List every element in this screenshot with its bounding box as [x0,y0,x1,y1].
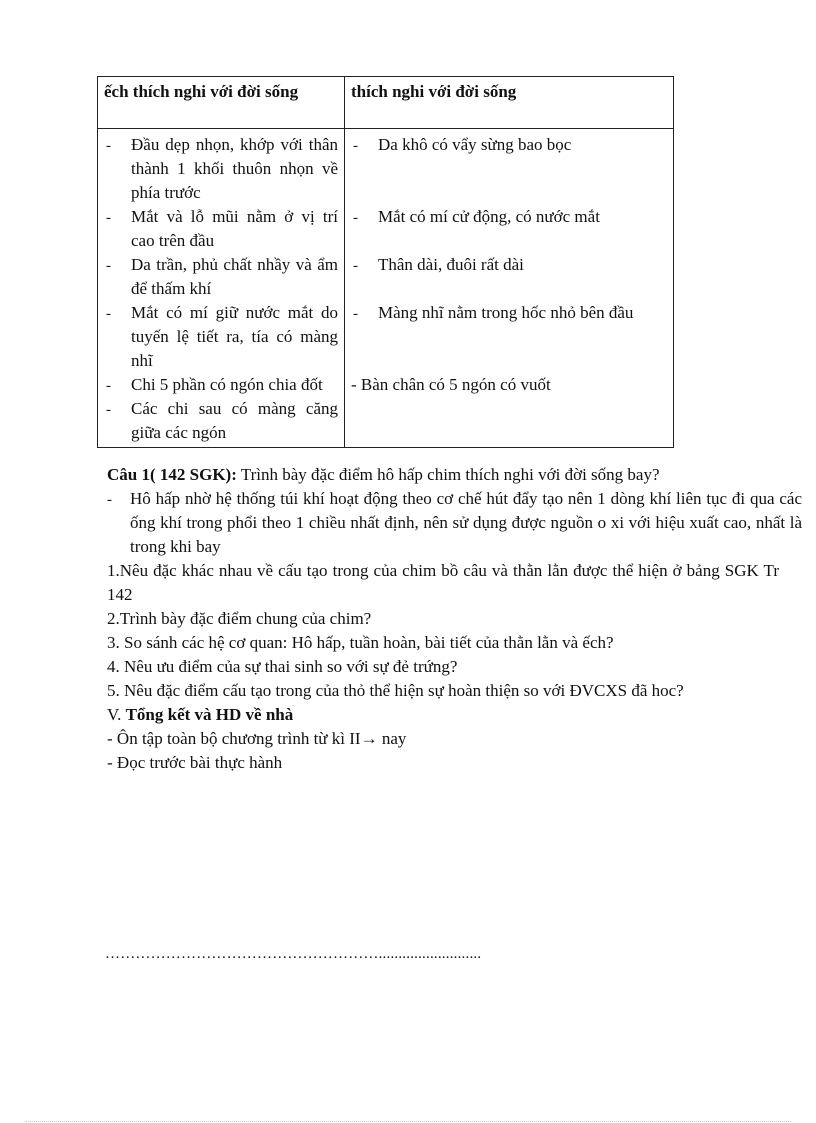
section-heading: V. Tổng kết và HD về nhà [107,705,294,724]
list-item: - Các chi sau có màng căng giữa các ngón [106,399,338,442]
question-1-text: Trình bày đặc điểm hô hấp chim thích nghi với đời sống bay? [236,465,660,484]
section-title: Tổng kết và HD về nhà [125,705,294,724]
homework-item: - Ôn tập toàn bộ chương trình từ kì II→ nay [107,729,407,748]
list-item: - Mắt có mí giữ nước mắt do tuyến lệ tiết ra, tía có màng nhĩ [106,303,338,370]
col2-cell [345,129,674,448]
list-item: - Mắt và lỗ mũi nằm ở vị trí cao trên đầu [106,207,338,250]
homework-item: - Đọc trước bài thực hành [107,753,283,772]
list-item: - Đầu dẹp nhọn, khớp với thân thành 1 khối thuôn nhọn về phía trước [106,135,338,202]
review-question-3: 3. So sánh các hệ cơ quan: Hô hấp, tuần hoàn, bài tiết của thằn lằn và ếch? [107,633,614,652]
list-item: - Da khô có vẩy sừng bao bọc [353,135,572,154]
col1-cell [98,129,345,448]
question-1-label: Câu 1( 142 SGK): [107,465,237,484]
table-header-row [98,77,674,129]
list-item: - Mắt có mí cử động, có nước mắt [353,207,600,226]
list-item: - Thân dài, đuôi rất dài [353,255,524,274]
review-question-1: 1.Nêu đặc khác nhau về cấu tạo trong của chim bồ câu và thằn lằn được thể hiện ở bảng SGK Tr 142 [107,561,779,604]
review-question-5: 5. Nêu đặc điểm cấu tạo trong của thỏ thể hiện sự hoàn thiện so với ĐVCXS đã hoc? [107,681,684,700]
list-item: - Màng nhĩ nằm trong hốc nhỏ bên đầu [353,303,634,322]
col2-header: thích nghi với đời sống [345,77,674,129]
page-bottom-divider [25,1121,791,1122]
table-body-row [98,129,674,448]
comparison-table [97,76,674,448]
review-question-4: 4. Nêu ưu điểm của sự thai sinh so với sự đẻ trứng? [107,657,458,676]
list-item: - Chi 5 phần có ngón chia đốt [106,375,323,394]
answer-1: - Hô hấp nhờ hệ thống túi khí hoạt động theo cơ chế hút đẩy tạo nên 1 dòng khí liên tục đi qua các ống khí trong phổi theo 1 chiều nhất định, nên sử dụng được nguồn o xi với hiệu xuất cao, nhất là trong khi bay [107,489,802,556]
list-item: - Da trần, phủ chất nhầy và ẩm để thấm khí [106,255,338,298]
question-1-line [107,463,779,487]
review-question-2: 2.Trình bày đặc điểm chung của chim? [107,609,372,628]
dotted-separator: ……………………………………………….......................... [105,946,482,962]
list-item: - Bàn chân có 5 ngón có vuốt [351,375,551,394]
col1-header: ếch thích nghi với đời sống [98,77,345,129]
